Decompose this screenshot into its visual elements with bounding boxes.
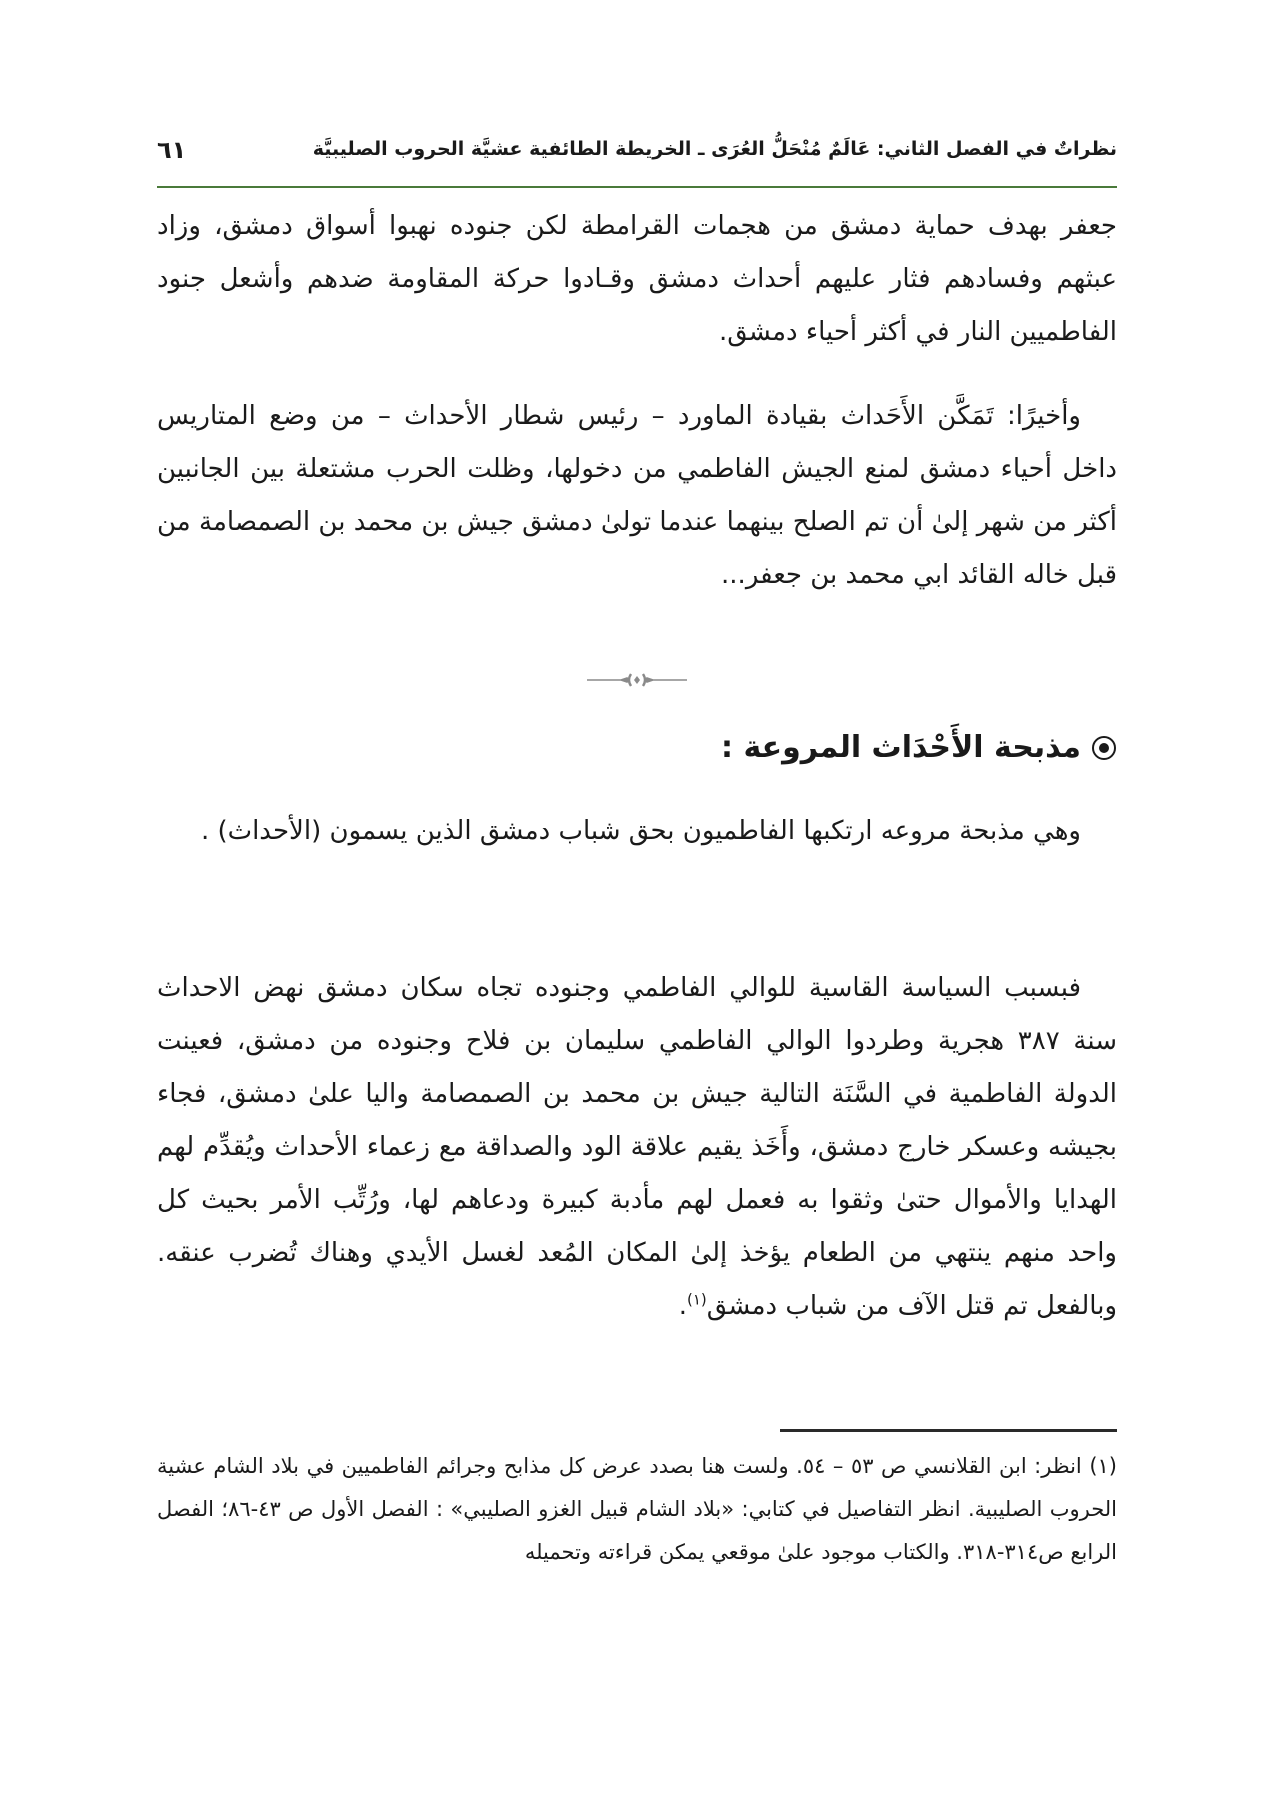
paragraph-massacre-intro: وهي مذبحة مروعه ارتكبها الفاطميون بحق شباب دمشق الذين يسمون (الأحداث) .: [200, 816, 1081, 846]
paragraph-continued: جعفر بهدف حماية دمشق من هجمات القرامطة لكن جنوده نهبوا أسواق دمشق، وزاد عبثهم وفسادهم فثار عليهم أحداث دمشق وقـادوا حركة المقاومة ضدهم وأشعل جنود الفاطميين النار في أكثر أحياء دمشق.: [157, 211, 1117, 347]
paragraph-massacre-details-text: فبسبب السياسة القاسية للوالي الفاطمي وجنوده تجاه سكان دمشق نهض الاحداث سنة ٣٨٧ هجرية وطردوا الوالي الفاطمي سليمان بن فلاح وجنوده من دمشق، فعينت الدولة الفاطمية في السَّنَة التالية جيش بن محمد بن الصمصامة واليا علىٰ دمشق، فجاء بجيشه وعسكر خارج دمشق، وأَخَذ يقيم علاقة الود والصداقة مع زعماء الأحداث ويُقدِّم لهم الهدايا والأموال حتىٰ وثقوا به فعمل لهم مأدبة كبيرة ودعاهم لها، ورُتِّب الأمر بحيث كل واحد منهم ينتهي من الطعام يؤخذ إلىٰ المكان المُعد لغسل الأيدي وهناك تُضرب عنقه. وبالفعل تم قتل الآف من شباب دمشق: [157, 973, 1117, 1321]
footnote-separator: [780, 1429, 1117, 1432]
header-rule: [157, 186, 1117, 188]
page-number: ٦١: [157, 136, 187, 164]
running-header-title: نظراتٌ في الفصل الثاني: عَالَمٌ مُنْحَلُّ العُرَى ـ الخريطة الطائفية عشيَّة الحروب الصليبيَّة: [312, 138, 1117, 160]
section-heading-text: مذبحة الأَحْدَاث المروعة :: [721, 730, 1081, 765]
paragraph-massacre-details: [157, 962, 1117, 1333]
floral-divider-icon: [587, 672, 687, 688]
running-header: [157, 132, 1117, 172]
circled-dot-icon: [1091, 735, 1117, 761]
footnote-reference[interactable]: (١): [686, 1290, 707, 1309]
book-page: [157, 0, 1117, 1800]
footnotes: [157, 1445, 1117, 1574]
paragraph-end-punctuation: .: [678, 1291, 687, 1321]
footnote-marker: (١): [1089, 1454, 1117, 1478]
footnote-text: انظر: ابن القلانسي ص ٥٣ – ٥٤. ولست هنا بصدد عرض كل مذابح وجرائم الفاطميين في بلاد الشام عشية الحروب الصليبية. انظر التفاصيل في كتابي: «بلاد الشام قبيل الغزو الصليبي» : الفصل الأول ص ٤٣-٨٦؛ الفصل الرابع ص٣١٤-٣١٨. والكتاب موجود علىٰ موقعي يمكن قراءته وتحميله: [157, 1454, 1118, 1564]
paragraph-ahdath-barricades: وأخيرًا: تَمَكَّن الأَحَداث بقيادة الماورد – رئيس شطار الأحداث – من وضع المتاريس داخل أحياء دمشق لمنع الجيش الفاطمي من دخولها، وظلت الحرب مشتعلة بين الجانبين أكثر من شهر إلىٰ أن تم الصلح بينهما عندما تولىٰ دمشق جيش بن محمد بن الصمصامة من قبل خاله القائد ابي محمد بن جعفر...: [157, 401, 1117, 590]
section-heading: [721, 730, 1117, 765]
footnote-item: [157, 1445, 1117, 1574]
